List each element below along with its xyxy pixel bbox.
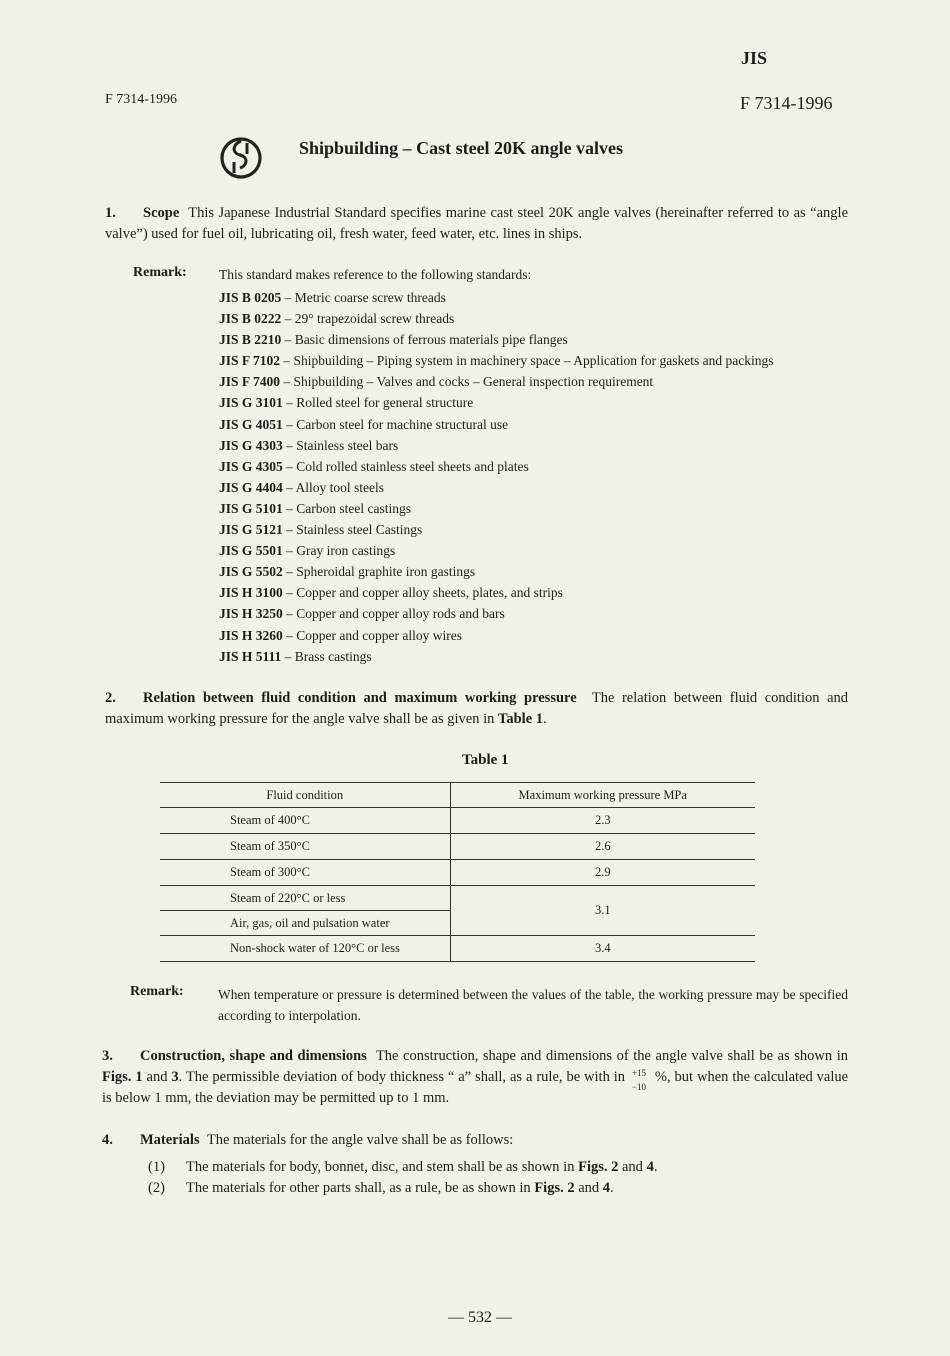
- section-heading: Scope: [143, 205, 180, 221]
- remark-intro: This standard makes reference to the following standards:: [219, 267, 532, 282]
- section-materials: 4. Materials The materials for the angle valve shall be as follows:: [102, 1130, 848, 1151]
- list-item: JIS H 3250 – Copper and copper alloy rods and bars: [219, 606, 505, 622]
- table-row: Steam of 400°C 2.3: [160, 808, 755, 834]
- section-number: 2.: [105, 690, 116, 706]
- section-text: This Japanese Industrial Standard specifies marine cast steel 20K angle valves (hereinafter referred to as “angle valve”) used for fuel oil, lubricating oil, fresh water, feed water, etc. lines in ships.: [105, 205, 849, 242]
- standard-code-right: F 7314-1996: [740, 93, 833, 113]
- jis-mark-icon: [218, 135, 264, 181]
- table-row: Air, gas, oil and pulsation water: [160, 911, 755, 936]
- list-item: JIS H 3100 – Copper and copper alloy sheets, plates, and strips: [219, 585, 563, 601]
- list-item: JIS G 5501 – Gray iron castings: [219, 543, 396, 559]
- list-item: JIS B 2210 – Basic dimensions of ferrous materials pipe flanges: [219, 332, 568, 348]
- list-item: JIS G 5121 – Stainless steel Castings: [219, 522, 423, 538]
- list-item: JIS B 0222 – 29° trapezoidal screw threads: [219, 311, 455, 327]
- reference-list: [219, 287, 773, 667]
- table-row: Non-shock water of 120°C or less 3.4: [160, 936, 755, 962]
- list-item: JIS H 3260 – Copper and copper alloy wires: [219, 627, 462, 643]
- list-item: (1) The materials for body, bonnet, disc, and stem shall be as shown in Figs. 2 and 4.: [148, 1159, 658, 1175]
- list-item: JIS F 7102 – Shipbuilding – Piping system in machinery space – Application for gaskets and packings: [219, 353, 774, 369]
- table-reference: Table 1: [498, 711, 544, 727]
- materials-list: [148, 1157, 657, 1199]
- list-item: JIS G 4404 – Alloy tool steels: [219, 479, 385, 495]
- figure-reference: Figs. 1: [102, 1069, 143, 1085]
- table-row: Steam of 220°C or less 3.1: [160, 886, 755, 911]
- section-number: 1.: [105, 205, 116, 221]
- list-item: JIS G 5101 – Carbon steel castings: [219, 500, 411, 516]
- table-row: Steam of 300°C 2.9: [160, 860, 755, 886]
- section-number: 3.: [102, 1048, 113, 1064]
- list-item: (2) The materials for other parts shall, as a rule, be as shown in Figs. 2 and 4.: [148, 1180, 614, 1196]
- section-construction: 3. Construction, shape and dimensions The construction, shape and dimensions of the angle valve shall be as shown in Figs. 1 and 3. The permissible deviation of body thickness “ a” shall, as a rule, be with in +15 −10 %, but when the calculated value is below 1 mm, the deviation may be permitted up to 1 mm.: [102, 1048, 849, 1106]
- section-heading: Relation between fluid condition and maximum working pressure: [143, 690, 577, 706]
- remark-label: Remark:: [133, 265, 187, 280]
- list-item: JIS G 4305 – Cold rolled stainless steel sheets and plates: [219, 458, 529, 474]
- section-heading: Construction, shape and dimensions: [140, 1048, 367, 1064]
- list-item: JIS G 4303 – Stainless steel bars: [219, 437, 399, 453]
- list-item: JIS G 5502 – Spheroidal graphite iron gastings: [219, 564, 476, 580]
- column-header: Fluid condition: [160, 783, 450, 808]
- standard-code-left: F 7314-1996: [105, 92, 177, 107]
- remark-label: Remark:: [130, 984, 184, 999]
- remark-text: When temperature or pressure is determined between the values of the table, the working pressure may be specified according to interpolation.: [218, 987, 848, 1023]
- table-header-row: [160, 783, 755, 808]
- section-heading: Materials: [140, 1132, 200, 1148]
- page-number: — 532 —: [448, 1309, 512, 1326]
- pressure-table: [160, 782, 755, 962]
- list-item: JIS G 3101 – Rolled steel for general structure: [219, 395, 474, 411]
- list-item: JIS F 7400 – Shipbuilding – Valves and cocks – General inspection requirement: [219, 374, 654, 390]
- column-header: Maximum working pressure MPa: [450, 783, 755, 808]
- jis-label: JIS: [741, 48, 768, 68]
- section-pressure: 2. Relation between fluid condition and maximum working pressure The relation between fluid condition and maximum working pressure for the angle valve shall be as given in Table 1.: [105, 690, 849, 727]
- table-title: Table 1: [462, 752, 509, 768]
- section-scope: [105, 203, 848, 245]
- section-text: The relation between fluid condition and maximum working pressure for the angle valve shall be as given in: [105, 690, 849, 727]
- document-title: Shipbuilding – Cast steel 20K angle valves: [299, 138, 624, 158]
- list-item: JIS B 0205 – Metric coarse screw threads: [219, 290, 446, 305]
- tolerance: +15 −10: [631, 1067, 647, 1092]
- figure-reference: 3: [171, 1069, 179, 1085]
- list-item: JIS H 5111 – Brass castings: [219, 648, 372, 664]
- section-number: 4.: [102, 1132, 113, 1148]
- table-row: Steam of 350°C 2.6: [160, 834, 755, 860]
- list-item: JIS G 4051 – Carbon steel for machine structural use: [219, 416, 509, 432]
